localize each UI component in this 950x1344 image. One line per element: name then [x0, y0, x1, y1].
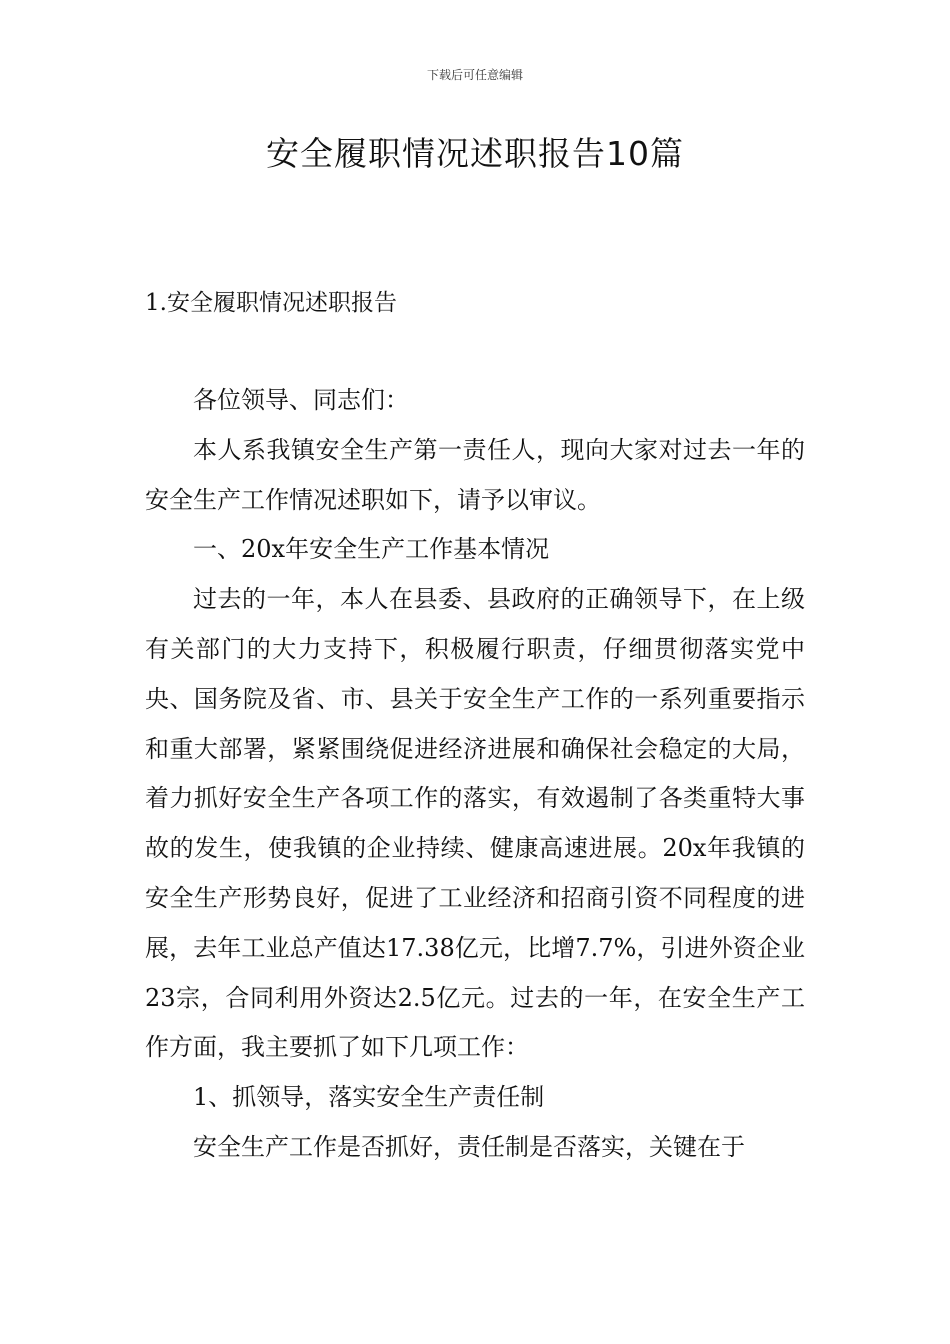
subheading-responsibility: 1、抓领导，落实安全生产责任制	[193, 1083, 545, 1112]
paragraph-greeting: 各位领导、同志们：	[193, 386, 409, 414]
paragraph-review: 过去的一年，本人在县委、县政府的正确领导下，在上级有关部门的大力支持下，积极履行职责，仔细贯彻落实党中央、国务院及省、市、县关于安全生产工作的一系列重要指示和重大部署，紧紧围绕促进经济进展和确保社会稳定的大局，着力抓好安全生产各项工作的落实，有效遏制了各类重特大事故的发生，使我镇的企业持续、健康高速进展。20x年我镇的安全生产形势良好，促进了工业经济和招商引资不同程度的进展，去年工业总产值达17.38亿元，比增7.7%，引进外资企业23宗，合同利用外资达2.5亿元。过去的一年，在安全生产工作方面，我主要抓了如下几项工作：	[145, 585, 805, 1062]
paragraph-responsibility: 安全生产工作是否抓好，责任制是否落实，关键在于	[193, 1132, 745, 1161]
header-note: 下载后可任意编辑	[426, 68, 523, 82]
document-body	[145, 376, 805, 1173]
paragraph-intro: 本人系我镇安全生产第一责任人，现向大家对过去一年的安全生产工作情况述职如下，请予以审议。	[145, 435, 805, 514]
section-heading: 1.安全履职情况述职报告	[145, 290, 397, 316]
document-title: 安全履职情况述职报告10篇	[266, 134, 684, 173]
subheading-basic-situation: 一、20x年安全生产工作基本情况	[193, 535, 550, 564]
